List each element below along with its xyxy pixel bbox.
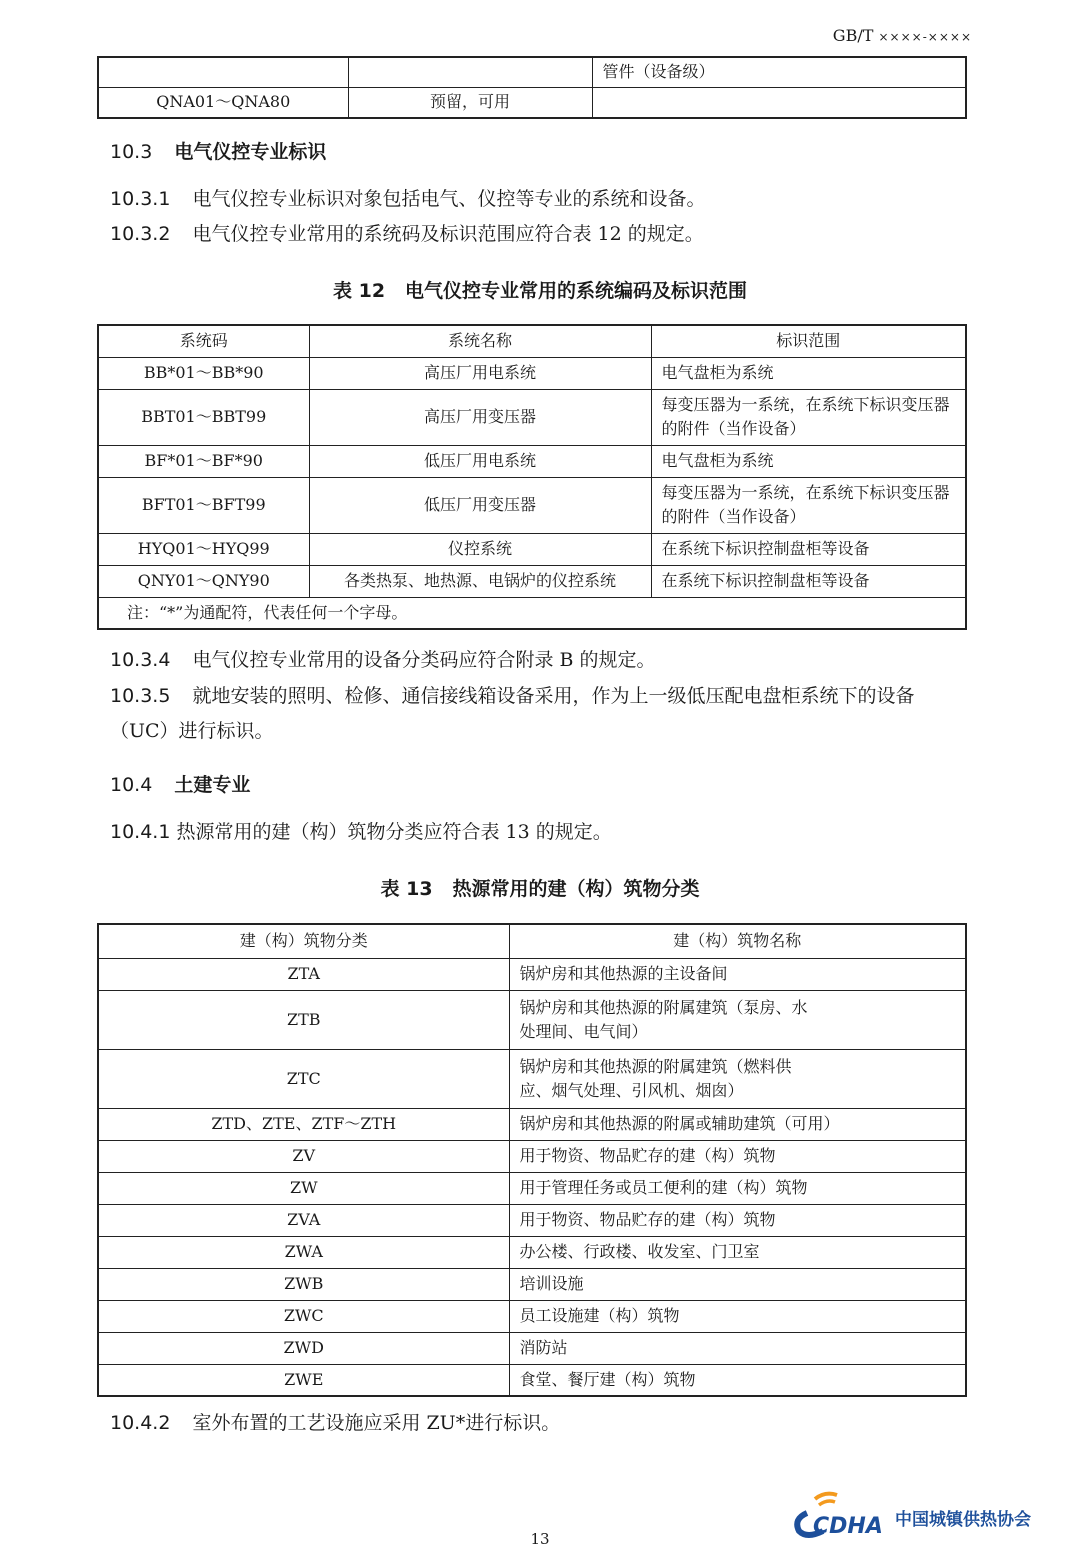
clause-10-3-2	[110, 217, 970, 252]
table-cell: 每变压器为一系统，在系统下标识变压器的附件（当作设备）	[651, 477, 966, 533]
table-cell	[592, 87, 966, 118]
table-cell: ZWE	[98, 1364, 509, 1396]
caption-number: 表 13	[380, 878, 433, 900]
clause-text: 室外布置的工艺设施应采用 ZU*进行标识。	[192, 1412, 561, 1434]
table-cell: 管件（设备级）	[592, 57, 966, 87]
table-cell: BF*01～BF*90	[98, 445, 309, 477]
table-13	[97, 923, 967, 1397]
section-number: 10.4	[110, 774, 153, 796]
table-cell: ZWB	[98, 1268, 509, 1300]
table-row	[98, 357, 966, 389]
column-header: 系统码	[98, 325, 309, 357]
section-title: 电气仪控专业标识	[174, 141, 327, 163]
table-cell: ZTC	[98, 1049, 509, 1108]
page-header	[833, 26, 972, 45]
table-row	[98, 57, 966, 87]
table-row	[98, 1204, 966, 1236]
section-number: 10.3	[110, 141, 153, 163]
table-cell: 低压厂用电系统	[309, 445, 651, 477]
clause-number: 10.4.1	[110, 821, 171, 843]
table-row	[98, 1108, 966, 1140]
table-cell: 锅炉房和其他热源的附属或辅助建筑（可用）	[509, 1108, 966, 1140]
table-row	[98, 477, 966, 533]
table-cell: ZTD、ZTE、ZTF～ZTH	[98, 1108, 509, 1140]
table-cell: 办公楼、行政楼、收发室、门卫室	[509, 1236, 966, 1268]
section-heading-10-4	[110, 770, 250, 797]
table-cell: QNA01～QNA80	[98, 87, 348, 118]
table-row	[98, 533, 966, 565]
clause-number: 10.3.4	[110, 649, 171, 671]
table-row	[98, 445, 966, 477]
table-cell: 锅炉房和其他热源的主设备间	[509, 958, 966, 990]
header-code: GB/T	[832, 26, 874, 45]
table-cell: 各类热泵、地热源、电锅炉的仪控系统	[309, 565, 651, 597]
table-cell: 消防站	[509, 1332, 966, 1364]
table-cell: 高压厂用电系统	[309, 357, 651, 389]
table-cell	[348, 57, 592, 87]
table-cell: 预留，可用	[348, 87, 592, 118]
table-cell: 仪控系统	[309, 533, 651, 565]
table-12	[97, 324, 967, 630]
table-cell: HYQ01～HYQ99	[98, 533, 309, 565]
table-row	[98, 1236, 966, 1268]
table-cell: 食堂、餐厅建（构）筑物	[509, 1364, 966, 1396]
table-cell: 电气盘柜为系统	[651, 445, 966, 477]
clause-10-4-1	[110, 815, 970, 850]
table-cell: ZWD	[98, 1332, 509, 1364]
column-header: 标识范围	[651, 325, 966, 357]
header-code-suffix: ××××-××××	[878, 30, 972, 44]
table-cell: BB*01～BB*90	[98, 357, 309, 389]
table-cell: 锅炉房和其他热源的附属建筑（泵房、水处理间、电气间）	[509, 990, 966, 1049]
caption-number: 表 12	[333, 280, 386, 302]
clause-10-4-2	[110, 1406, 970, 1441]
clause-text: 电气仪控专业常用的系统码及标识范围应符合表 12 的规定。	[192, 223, 704, 245]
table-cell: ZW	[98, 1172, 509, 1204]
table-row	[98, 1364, 966, 1396]
table-12-caption	[0, 276, 1080, 303]
table-note: 注：“*”为通配符，代表任何一个字母。	[98, 597, 966, 629]
table-cell: ZV	[98, 1140, 509, 1172]
table-row	[98, 990, 966, 1049]
clause-text: 电气仪控专业标识对象包括电气、仪控等专业的系统和设备。	[192, 188, 706, 210]
column-header: 建（构）筑物名称	[509, 924, 966, 958]
table-cell: 培训设施	[509, 1268, 966, 1300]
table-row	[98, 958, 966, 990]
clause-number: 10.4.2	[110, 1412, 171, 1434]
section-heading-10-3	[110, 137, 326, 164]
column-header: 建（构）筑物分类	[98, 924, 509, 958]
table-cell	[98, 57, 348, 87]
clause-text: 就地安装的照明、检修、通信接线箱设备采用，作为上一级低压配电盘柜系统下的设备（UC）进行标识。	[110, 685, 915, 742]
table-row	[98, 1049, 966, 1108]
table-row	[98, 1268, 966, 1300]
table-continuation	[97, 56, 967, 119]
column-header: 系统名称	[309, 325, 651, 357]
caption-title: 热源常用的建（构）筑物分类	[452, 878, 700, 900]
page-number: 13	[530, 1530, 550, 1548]
table-header-row	[98, 924, 966, 958]
clause-number: 10.3.2	[110, 223, 171, 245]
table-cell: ZTB	[98, 990, 509, 1049]
table-row	[98, 1300, 966, 1332]
table-cell: ZVA	[98, 1204, 509, 1236]
clause-number: 10.3.1	[110, 188, 171, 210]
table-cell: BFT01～BFT99	[98, 477, 309, 533]
table-cell: 用于管理任务或员工便利的建（构）筑物	[509, 1172, 966, 1204]
section-title: 土建专业	[174, 774, 251, 796]
table-cell: ZTA	[98, 958, 509, 990]
table-cell: 高压厂用变压器	[309, 389, 651, 445]
table-row	[98, 1172, 966, 1204]
logo-text: CDHA	[813, 1514, 883, 1539]
table-cell: 低压厂用变压器	[309, 477, 651, 533]
table-cell: 电气盘柜为系统	[651, 357, 966, 389]
table-cell: 锅炉房和其他热源的附属建筑（燃料供应、烟气处理、引风机、烟囱）	[509, 1049, 966, 1108]
clause-number: 10.3.5	[110, 685, 171, 707]
clause-10-3-5	[110, 679, 970, 749]
table-row	[98, 1332, 966, 1364]
table-cell: 在系统下标识控制盘柜等设备	[651, 565, 966, 597]
table-row	[98, 565, 966, 597]
table-cell: 用于物资、物品贮存的建（构）筑物	[509, 1140, 966, 1172]
clause-text: 热源常用的建（构）筑物分类应符合表 13 的规定。	[176, 821, 612, 843]
table-cell: BBT01～BBT99	[98, 389, 309, 445]
table-cell: 每变压器为一系统，在系统下标识变压器的附件（当作设备）	[651, 389, 966, 445]
table-cell: 员工设施建（构）筑物	[509, 1300, 966, 1332]
table-row	[98, 87, 966, 118]
table-cell: QNY01～QNY90	[98, 565, 309, 597]
table-row	[98, 389, 966, 445]
table-row	[98, 1140, 966, 1172]
table-cell: 用于物资、物品贮存的建（构）筑物	[509, 1204, 966, 1236]
clause-10-3-1	[110, 182, 970, 217]
table-note-row	[98, 597, 966, 629]
caption-title: 电气仪控专业常用的系统编码及标识范围	[404, 280, 747, 302]
table-cell: ZWA	[98, 1236, 509, 1268]
table-cell: 在系统下标识控制盘柜等设备	[651, 533, 966, 565]
clause-text: 电气仪控专业常用的设备分类码应符合附录 B 的规定。	[192, 649, 656, 671]
table-header-row	[98, 325, 966, 357]
table-13-caption	[0, 874, 1080, 901]
clause-10-3-4	[110, 643, 970, 678]
org-name: 中国城镇供热协会	[895, 1510, 1031, 1530]
table-cell: ZWC	[98, 1300, 509, 1332]
